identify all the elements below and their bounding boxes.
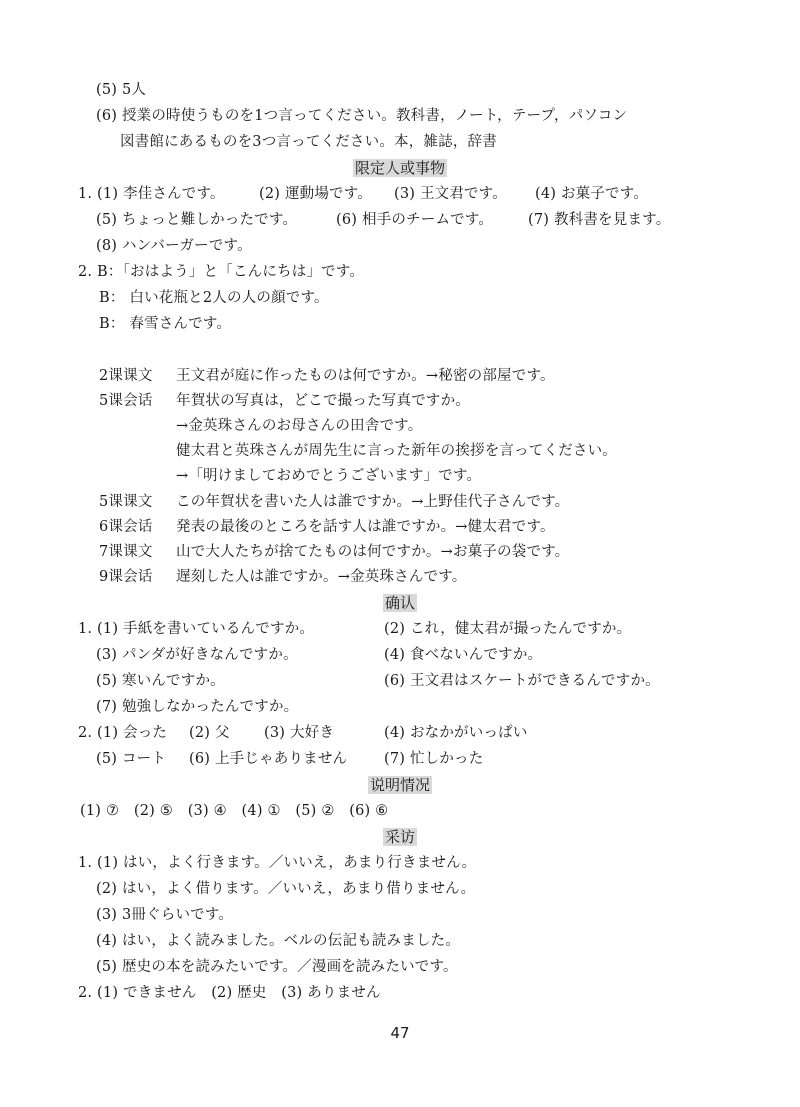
answer-line: 2. B：「おはよう」と「こんにちは」です。 bbox=[78, 264, 365, 280]
answer-item: (8) ハンバーガーです。 bbox=[96, 238, 252, 254]
answer-item: (5) 寒いんですか。 bbox=[96, 673, 225, 689]
answer-line: (6) 授業の時使うものを1つ言ってください。教科書，ノート，テープ，パソコン bbox=[96, 108, 628, 124]
answer-line: (4) はい，よく読みました。ベルの伝記も読みました。 bbox=[96, 933, 461, 949]
lesson-text: →金英珠さんのお母さんの田舎です。 bbox=[176, 418, 423, 434]
section-heading: 确认 bbox=[384, 594, 415, 612]
lesson-text: 年賀状の写真は，どこで撮った写真ですか。 bbox=[176, 393, 470, 409]
answer-item: (3) 大好き bbox=[264, 725, 335, 741]
answer-line: (2) はい，よく借ります。／いいえ，あまり借りません。 bbox=[96, 881, 476, 897]
answer-item: 1. (1) 手紙を書いているんですか。 bbox=[78, 621, 315, 637]
answer-item: (4) おなかがいっぱい bbox=[384, 725, 528, 741]
answer-line: 1. (1) はい，よく行きます。／いいえ，あまり行きません。 bbox=[78, 855, 477, 871]
page-number: 47 bbox=[390, 1024, 410, 1042]
answer-line: 図書館にあるものを3つ言ってください。本，雑誌，辞書 bbox=[120, 134, 497, 150]
lesson-text: 発表の最後のところを話す人は誰ですか。→健太君です。 bbox=[176, 519, 555, 535]
answer-line: B： 白い花瓶と2人の人の顔です。 bbox=[99, 290, 329, 306]
answer-item: (6) 相手のチームです。 bbox=[336, 212, 494, 228]
lesson-text: 遅刻した人は誰ですか。→金英珠さんです。 bbox=[176, 569, 467, 585]
lesson-text: 王文君が庭に作ったものは何ですか。→秘密の部屋です。 bbox=[176, 368, 555, 384]
lesson-text: 健太君と英珠さんが周先生に言った新年の挨拶を言ってください。 bbox=[176, 443, 617, 459]
answer-item: (7) 勉強しなかったんですか。 bbox=[96, 699, 299, 715]
answer-item: (2) 運動場です。 bbox=[259, 186, 372, 202]
section-heading: 限定人或事物 bbox=[354, 159, 445, 177]
lesson-text: 山で大人たちが捨てたものは何ですか。→お菓子の袋です。 bbox=[176, 544, 570, 560]
answer-item: (6) 王文君はスケートができるんですか。 bbox=[384, 673, 660, 689]
lesson-text: →「明けましておめでとうございます」です。 bbox=[176, 468, 482, 484]
answer-item: (3) 王文君です。 bbox=[394, 186, 507, 202]
answer-item: (7) 教科書を見ます。 bbox=[528, 212, 671, 228]
answer-item: (4) お菓子です。 bbox=[535, 186, 648, 202]
answer-item: 1. (1) 李佳さんです。 bbox=[78, 186, 225, 202]
answer-item: (2) 父 bbox=[189, 725, 230, 741]
answer-item: (3) パンダが好きなんですか。 bbox=[96, 647, 298, 663]
answer-item: (5) ちょっと難しかったです。 bbox=[96, 212, 298, 228]
lesson-tag: 9课会话 bbox=[99, 569, 153, 585]
lesson-tag: 7课课文 bbox=[99, 544, 153, 560]
answer-item: (4) 食べないんですか。 bbox=[384, 647, 543, 663]
answer-item: (7) 忙しかった bbox=[384, 751, 484, 767]
section-heading: 采访 bbox=[384, 828, 415, 846]
answer-line: B： 春雪さんです。 bbox=[99, 316, 232, 332]
lesson-tag: 6课会话 bbox=[99, 519, 153, 535]
lesson-tag: 2课课文 bbox=[99, 368, 153, 384]
answer-item: (2) これ，健太君が撮ったんですか。 bbox=[384, 621, 632, 637]
answer-item: (6) 上手じゃありません bbox=[189, 751, 348, 767]
answer-line: (5) 5人 bbox=[96, 82, 147, 98]
answer-line: (5) 歴史の本を読みたいです。／漫画を読みたいです。 bbox=[96, 959, 458, 975]
answer-line: 2. (1) できません (2) 歴史 (3) ありません bbox=[78, 985, 381, 1001]
answer-item: (5) コート bbox=[96, 751, 167, 767]
lesson-tag: 5课会话 bbox=[99, 393, 153, 409]
lesson-tag: 5课课文 bbox=[99, 494, 153, 510]
answer-item: 2. (1) 会った bbox=[78, 725, 168, 741]
section-heading: 说明情况 bbox=[369, 776, 430, 794]
answer-line: (1) ⑦ (2) ⑤ (3) ④ (4) ① (5) ② (6) ⑥ bbox=[80, 803, 389, 819]
lesson-text: この年賀状を書いた人は誰ですか。→上野佳代子さんです。 bbox=[176, 494, 570, 510]
answer-line: (3) 3冊ぐらいです。 bbox=[96, 907, 234, 923]
